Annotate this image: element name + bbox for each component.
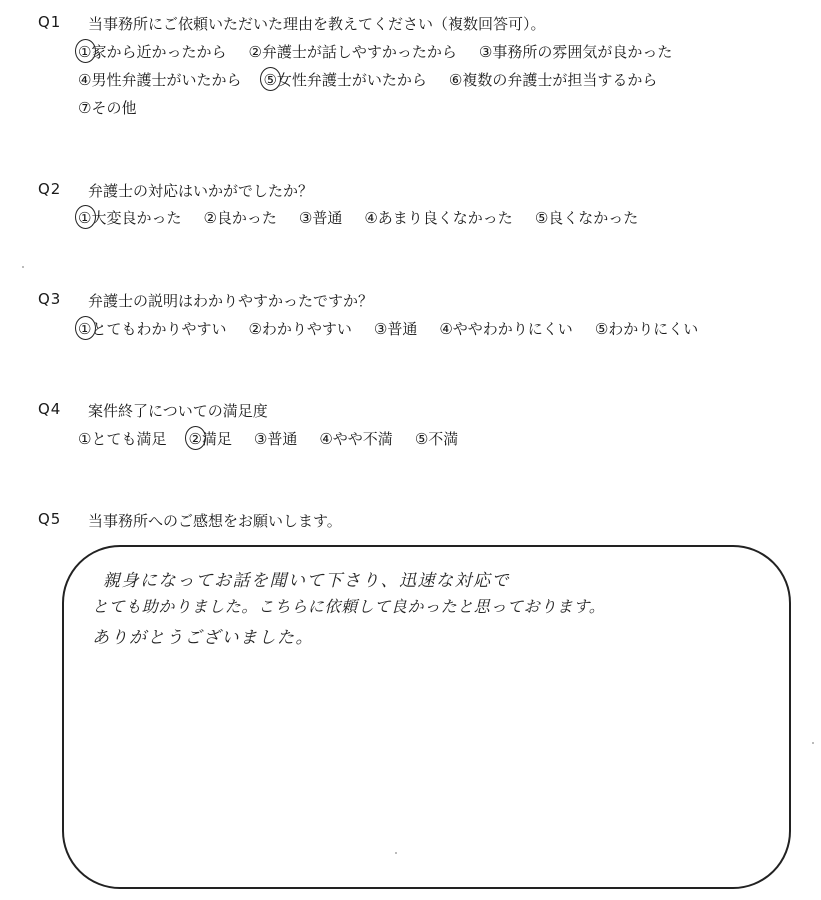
question-2-number: Q2 xyxy=(38,180,62,198)
q3-option-3[interactable]: ③普通 xyxy=(373,320,418,338)
q4-option-4[interactable]: ④やや不満 xyxy=(319,430,393,448)
q1-option-4[interactable]: ④男性弁護士がいたから xyxy=(78,71,242,89)
handwritten-comment-line-2: とても助かりました。こちらに依頼して良かったと思っております。 xyxy=(92,597,606,616)
question-1-options-row-1 xyxy=(78,41,694,62)
scan-speck xyxy=(812,742,814,744)
question-3-text: 弁護士の説明はわかりやすかったですか？ xyxy=(88,292,374,310)
q1-option-2[interactable]: ②弁護士が話しやすかったから xyxy=(248,43,457,61)
q4-option-5[interactable]: ⑤不満 xyxy=(414,430,459,448)
question-1-options-row-2 xyxy=(78,69,679,90)
question-1-number: Q1 xyxy=(38,13,62,31)
question-5-number: Q5 xyxy=(38,510,62,528)
q4-option-1[interactable]: ①とても満足 xyxy=(78,430,167,448)
q1-option-6[interactable]: ⑥複数の弁護士が担当するから xyxy=(448,71,658,89)
question-2-text: 弁護士の対応はいかがでしたか？ xyxy=(88,182,314,200)
q1-option-3[interactable]: ③事務所の雰囲気が良かった xyxy=(478,43,673,61)
scan-speck xyxy=(22,266,24,268)
question-4-options xyxy=(78,428,480,449)
question-4-number: Q4 xyxy=(38,400,62,418)
question-1-options-row-3 xyxy=(78,97,158,118)
q2-option-1[interactable]: ①大変良かった xyxy=(78,209,182,227)
question-2-options xyxy=(78,207,660,228)
question-3-options xyxy=(78,318,720,339)
q1-option-5[interactable]: ⑤女性弁護士がいたから xyxy=(263,71,427,89)
question-1-text: 当事務所にご依頼いただいた理由を教えてください（複数回答可）。 xyxy=(88,15,546,33)
q2-option-3[interactable]: ③普通 xyxy=(298,209,343,227)
handwritten-comment-line-1: 親身になってお話を聞いて下さり、迅速な対応で xyxy=(103,571,510,591)
question-5-text: 当事務所へのご感想をお願いします。 xyxy=(88,512,342,530)
q2-option-5[interactable]: ⑤良くなかった xyxy=(534,209,639,227)
q2-option-4[interactable]: ④あまり良くなかった xyxy=(364,209,513,227)
question-3-number: Q3 xyxy=(38,290,62,308)
q4-option-2[interactable]: ②満足 xyxy=(188,430,232,448)
q3-option-5[interactable]: ⑤わかりにくい xyxy=(594,320,699,338)
handwritten-comment-line-3: ありがとうございました。 xyxy=(92,628,314,648)
q3-option-2[interactable]: ②わかりやすい xyxy=(248,320,352,338)
q1-option-7[interactable]: ⑦その他 xyxy=(78,99,137,117)
scan-speck xyxy=(395,852,397,854)
q3-option-4[interactable]: ④ややわかりにくい xyxy=(439,320,573,338)
q2-option-2[interactable]: ②良かった xyxy=(203,209,277,227)
q1-option-1[interactable]: ①家から近かったから xyxy=(78,43,227,61)
q4-option-3[interactable]: ③普通 xyxy=(253,430,298,448)
q3-option-1[interactable]: ①とてもわかりやすい xyxy=(78,320,227,338)
question-4-text: 案件終了についての満足度 xyxy=(88,402,268,420)
